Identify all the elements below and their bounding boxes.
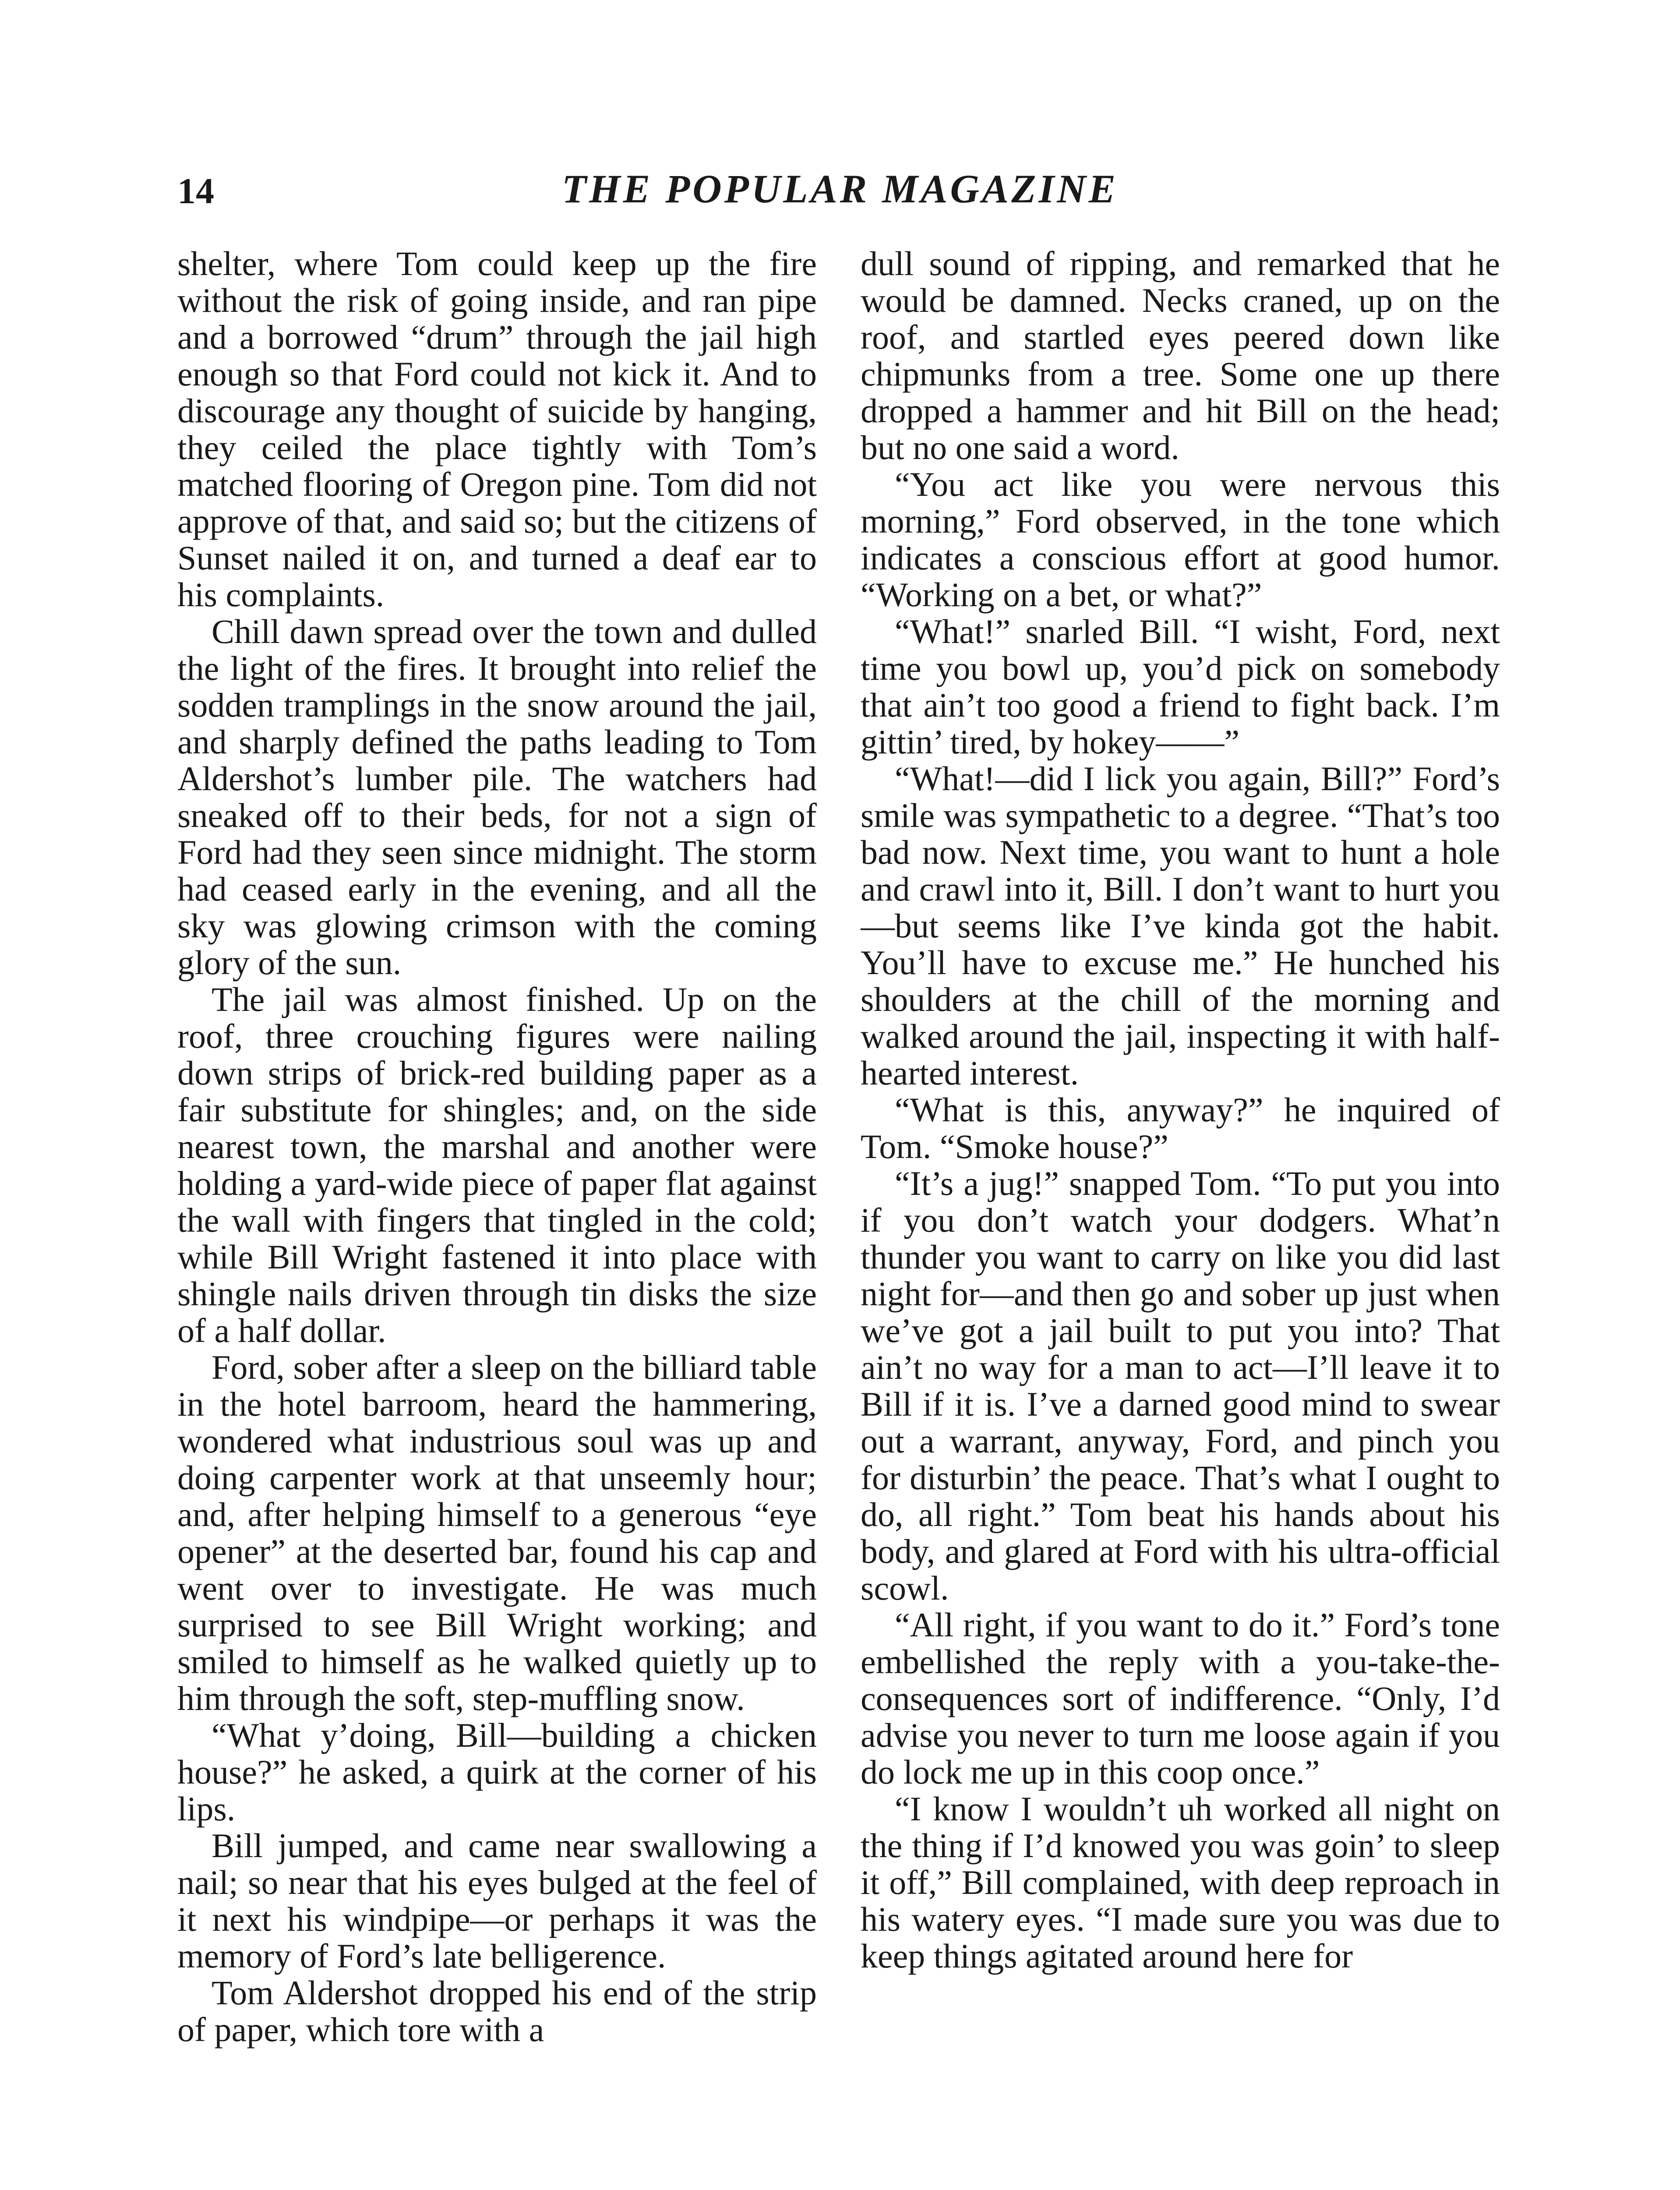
paragraph: “What is this, anyway?” he inquired of Tom. “Smoke house?” <box>861 1091 1500 1166</box>
paragraph: Tom Aldershot dropped his end of the strip of paper, which tore with a <box>177 1974 817 2049</box>
paragraph: “You act like you were nervous this morning,” Ford observed, in the tone which indicates a conscious effort at good humor. “Working on a bet, or what?” <box>861 465 1500 614</box>
left-column <box>177 245 817 2190</box>
paragraph: The jail was almost finished. Up on the roof, three crouching figures were nailing down strips of brick-red building paper as a fair substitute for shingles; and, on the side nearest town, the marshal and another were holding a yard-wide piece of paper flat against the wall with fingers that tingled in the cold; while Bill Wright fastened it into place with shingle nails driven through tin disks the size of a half dollar. <box>177 980 817 1349</box>
paragraph: “What y’doing, Bill—building a chicken house?” he asked, a quirk at the corner of his lips. <box>177 1716 817 1828</box>
paragraph: Bill jumped, and came near swallowing a nail; so near that his eyes bulged at the feel of it next his windpipe—or perhaps it was the memory of Ford’s late belligerence. <box>177 1826 817 1975</box>
paragraph: dull sound of ripping, and remarked that he would be damned. Necks craned, up on the roof, and startled eyes peered down like chipmunks from a tree. Some one up there dropped a hammer and hit Bill on the head; but no one said a word. <box>861 245 1500 466</box>
paragraph: Ford, sober after a sleep on the billiard table in the hotel barroom, heard the hammering, wondered what industrious soul was up and doing carpenter work at that unseemly hour; and, after helping himself to a generous “eye opener” at the deserted bar, found his cap and went over to investigate. He was much surprised to see Bill Wright working; and smiled to himself as he walked quietly up to him through the soft, step-muffling snow. <box>177 1348 817 1717</box>
paragraph: “What!—did I lick you again, Bill?” Ford’s smile was sympathetic to a degree. “That’s too bad now. Next time, you want to hunt a hole and crawl into it, Bill. I don’t want to hurt you—but seems like I’ve kinda got the habit. You’ll have to excuse me.” He hunched his shoulders at the chill of the morning and walked around the jail, inspecting it with half-hearted interest. <box>861 759 1500 1092</box>
paragraph: shelter, where Tom could keep up the fire without the risk of going inside, and ran pipe and a borrowed “drum” through the jail high enough so that Ford could not kick it. And to discourage any thought of suicide by hanging, they ceiled the place tightly with Tom’s matched flooring of Oregon pine. Tom did not approve of that, and said so; but the citizens of Sunset nailed it on, and turned a deaf ear to his complaints. <box>177 245 817 614</box>
paragraph: Chill dawn spread over the town and dulled the light of the fires. It brought into relief the sodden tramplings in the snow around the jail, and sharply defined the paths leading to Tom Aldershot’s lumber pile. The watchers had sneaked off to their beds, for not a sign of Ford had they seen since midnight. The storm had ceased early in the evening, and all the sky was glowing crimson with the coming glory of the sun. <box>177 612 817 982</box>
paragraph: “All right, if you want to do it.” Ford’s tone embellished the reply with a you-take-the-consequences sort of indifference. “Only, I’d advise you never to turn me loose again if you do lock me up in this coop once.” <box>861 1606 1500 1791</box>
paragraph: “What!” snarled Bill. “I wisht, Ford, next time you bowl up, you’d pick on somebody that ain’t too good a friend to fight back. I’m gittin’ tired, by hokey——” <box>861 612 1500 761</box>
right-column <box>861 245 1500 2190</box>
paragraph: “I know I wouldn’t uh worked all night on the thing if I’d knowed you was goin’ to sleep it off,” Bill complained, with deep reproach in his watery eyes. “I made sure you was due to keep things agitated around here for <box>861 1790 1500 1975</box>
paragraph: “It’s a jug!” snapped Tom. “To put you into if you don’t watch your dodgers. What’n thunder you want to carry on like you did last night for—and then go and sober up just when we’ve got a jail built to put you into? That ain’t no way for a man to act—I’ll leave it to Bill if it is. I’ve a darned good mind to swear out a warrant, anyway, Ford, and pinch you for disturbin’ the peace. That’s what I ought to do, all right.” Tom beat his hands about his body, and glared at Ford with his ultra-official scowl. <box>861 1164 1500 1607</box>
running-head: THE POPULAR MAGAZINE <box>561 166 1119 211</box>
page-number: 14 <box>177 171 214 212</box>
